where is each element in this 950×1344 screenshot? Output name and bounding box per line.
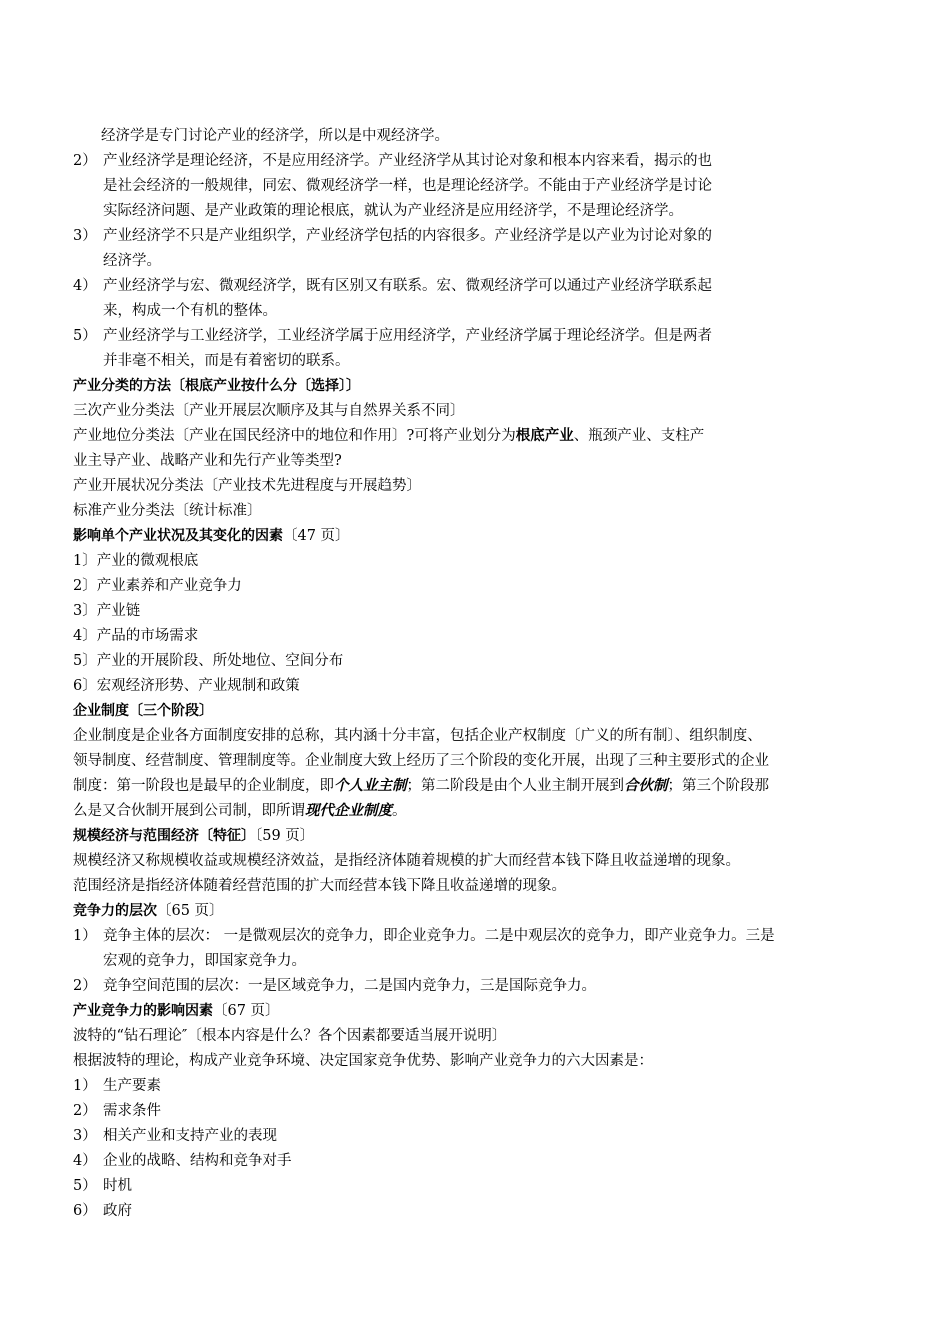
item-line: 来，构成一个有机的整体。	[103, 303, 277, 319]
item-number: 3）	[73, 228, 97, 244]
item-number: 3）	[73, 1128, 97, 1144]
continuation-line: 经济学是专门讨论产业的经济学，所以是中观经济学。	[101, 128, 449, 144]
page-ref: 〔67 页〕	[213, 1003, 280, 1019]
text-run: 。	[392, 803, 407, 819]
item-line: 竞争空间范围的层次：一是区域竞争力，二是国内竞争力，三是国际竞争力。	[103, 978, 596, 994]
list-item: 6〕宏观经济形势、产业规制和政策	[73, 678, 300, 694]
section-heading-industry-classification: 产业分类的方法〔根底产业按什么分〔选择〕〕	[73, 378, 360, 394]
paragraph-line	[73, 799, 893, 824]
numbered-list-a	[73, 149, 893, 374]
list-item	[73, 324, 893, 374]
item-text: 相关产业和支持产业的表现	[103, 1128, 277, 1144]
list-item: 2〕产业素养和产业竞争力	[73, 578, 242, 594]
page-ref: 〔59 页〕	[255, 828, 315, 844]
paragraph-line	[73, 424, 893, 449]
list-item	[73, 274, 893, 324]
list-item: 4〕产品的市场需求	[73, 628, 199, 644]
item-line: 并非毫不相关，而是有着密切的联系。	[103, 353, 350, 369]
item-number: 2）	[73, 1103, 97, 1119]
item-line: 产业经济学不只是产业组织学，产业经济学包括的内容很多。产业经济学是以产业为讨论对象的	[103, 228, 712, 244]
item-line: 是社会经济的一般规律，同宏、微观经济学一样，也是理论经济学。不能由于产业经济学是讨论	[103, 178, 712, 194]
paragraph-line: 范围经济是指经济体随着经营范围的扩大而经营本钱下降且收益递增的现象。	[73, 878, 566, 894]
paragraph-line: 根据波特的理论，构成产业竞争环境、决定国家竞争优势、影响产业竞争力的六大因素是：	[73, 1053, 653, 1069]
section-heading-industry-factors	[73, 524, 893, 549]
heading-text: 规模经济与范围经济〔特征〕	[73, 828, 255, 844]
item-number: 5）	[73, 328, 97, 344]
page-ref: 〔47 页〕	[283, 528, 350, 544]
list-item: 3〕产业链	[73, 603, 141, 619]
item-number: 2）	[73, 978, 97, 994]
item-line: 产业经济学是理论经济，不是应用经济学。产业经济学从其讨论对象和根本内容来看，揭示的也	[103, 153, 712, 169]
list-item	[73, 1199, 893, 1224]
section-heading-competitiveness-levels	[73, 899, 893, 924]
text-run: 制度：第一阶段也是最早的企业制度，即	[73, 778, 334, 794]
item-number: 6）	[73, 1203, 97, 1219]
bold-italic-term: 合伙制	[624, 778, 668, 794]
paragraph-line: 规模经济又称规模收益或规模经济效益，是指经济体随着规模的扩大而经营本钱下降且收益递增的现象。	[73, 853, 740, 869]
item-text: 时机	[103, 1178, 132, 1194]
item-number: 4）	[73, 1153, 97, 1169]
list-item	[73, 1174, 893, 1199]
section-heading-enterprise-system: 企业制度〔三个阶段〕	[73, 703, 213, 719]
list-item	[73, 224, 893, 274]
item-number: 1）	[73, 1078, 97, 1094]
list-item	[73, 149, 893, 224]
paragraph-line	[73, 774, 893, 799]
text-run: ；第三个阶段那	[667, 778, 769, 794]
list-item	[73, 1149, 893, 1174]
item-line: 产业经济学与宏、微观经济学，既有区别又有联系。宏、微观经济学可以通过产业经济学联系起	[103, 278, 712, 294]
heading-text: 竞争力的层次	[73, 903, 157, 919]
item-line: 宏观的竞争力，即国家竞争力。	[103, 953, 306, 969]
text-run: 么是又合伙制开展到公司制，即所谓	[73, 803, 305, 819]
list-item	[73, 974, 893, 999]
item-number: 2）	[73, 153, 97, 169]
item-number: 5）	[73, 1178, 97, 1194]
paragraph-line: 领导制度、经营制度、管理制度等。企业制度大致上经历了三个阶段的变化开展，出现了三种主要形式的企业	[73, 753, 769, 769]
list-item	[73, 1099, 893, 1124]
item-text: 需求条件	[103, 1103, 161, 1119]
bold-italic-term: 现代企业制度	[305, 803, 392, 819]
list-item: 1〕产业的微观根底	[73, 553, 199, 569]
paragraph-line: 波特的“钻石理论″〔根本内容是什么？各个因素都要适当展开说明〕	[73, 1028, 507, 1044]
item-line: 经济学。	[103, 253, 161, 269]
paragraph-line: 产业开展状况分类法〔产业技术先进程度与开展趋势〕	[73, 478, 421, 494]
item-text: 企业的战略、结构和竞争对手	[103, 1153, 292, 1169]
list-item: 5〕产业的开展阶段、所处地位、空间分布	[73, 653, 344, 669]
item-line: 产业经济学与工业经济学，工业经济学属于应用经济学，产业经济学属于理论经济学。但是两者	[103, 328, 712, 344]
item-line: 竞争主体的层次： 一是微观层次的竞争力，即企业竞争力。二是中观层次的竞争力，即产业竞争力。三是	[103, 928, 775, 944]
list-item	[73, 924, 893, 974]
item-line: 实际经济问题、是产业政策的理论根底，就认为产业经济是应用经济学，不是理论经济学。	[103, 203, 683, 219]
list-item	[73, 1124, 893, 1149]
list-item	[73, 1074, 893, 1099]
page-ref: 〔65 页〕	[157, 903, 224, 919]
section-heading-competitiveness-factors	[73, 999, 893, 1024]
heading-text: 产业竞争力的影响因素	[73, 1003, 213, 1019]
document-page	[73, 124, 893, 1224]
paragraph-line: 三次产业分类法〔产业开展层次顺序及其与自然界关系不同〕	[73, 403, 465, 419]
heading-text: 影响单个产业状况及其变化的因素	[73, 528, 283, 544]
paragraph-line: 标准产业分类法〔统计标准〕	[73, 503, 262, 519]
paragraph-line: 企业制度是企业各方面制度安排的总称，其内涵十分丰富，包括企业产权制度〔广义的所有制〕、组织制度、	[73, 728, 762, 744]
paragraph-line: 业主导产业、战略产业和先行产业等类型?	[73, 453, 342, 469]
item-number: 1）	[73, 928, 97, 944]
item-text: 政府	[103, 1203, 132, 1219]
text-run: ；第二阶段是由个人业主制开展到	[406, 778, 624, 794]
bold-italic-term: 个人业主制	[334, 778, 407, 794]
text-run: 、瓶颈产业、支柱产	[573, 428, 705, 444]
text-run: 产业地位分类法〔产业在国民经济中的地位和作用〕?可将产业划分为	[73, 428, 516, 444]
item-number: 4）	[73, 278, 97, 294]
section-heading-economies-of-scale	[73, 824, 893, 849]
bold-term: 根底产业	[515, 428, 574, 444]
item-text: 生产要素	[103, 1078, 161, 1094]
